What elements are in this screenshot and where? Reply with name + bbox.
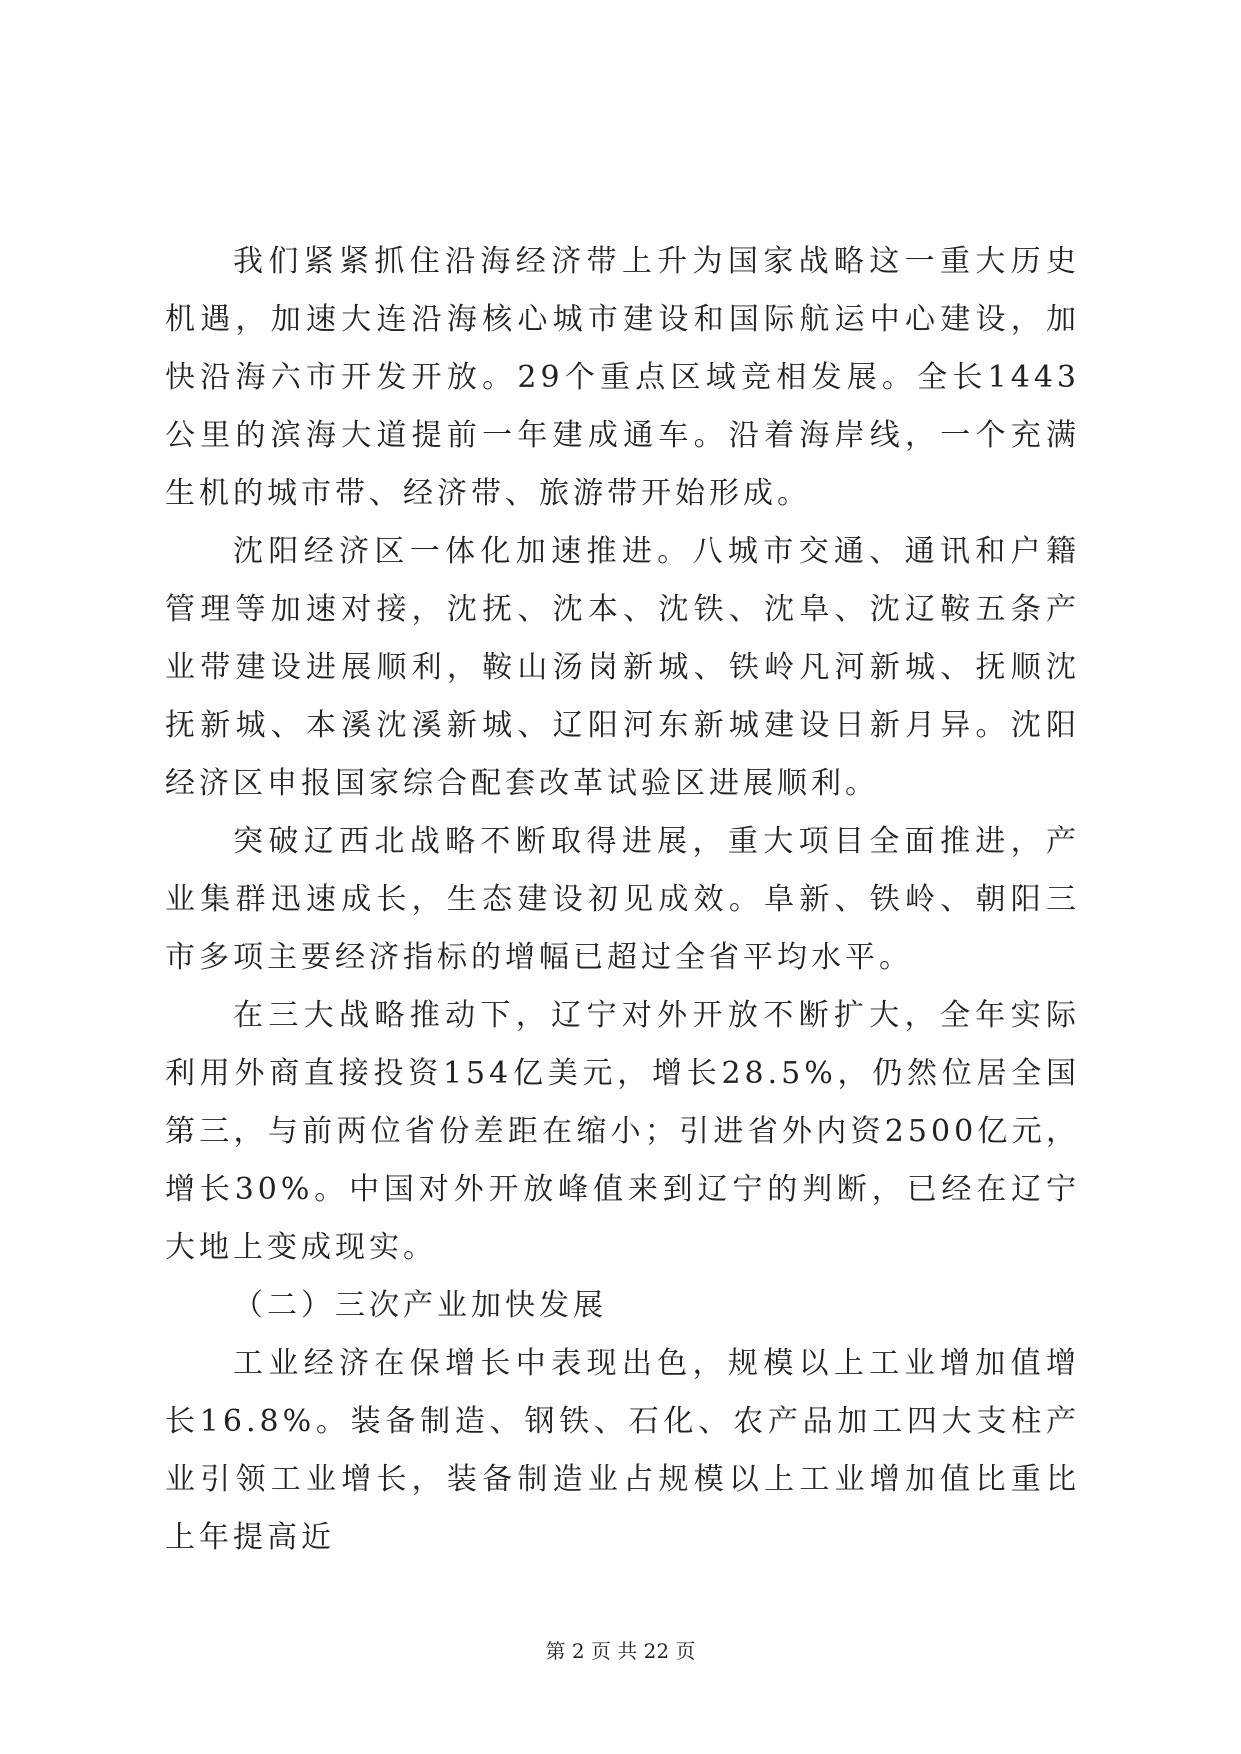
document-body: [165, 233, 1080, 1567]
paragraph-northwest-strategy: 突破辽西北战略不断取得进展，重大项目全面推进，产业集群迅速成长，生态建设初见成效。阜新、铁岭、朝阳三市多项主要经济指标的增幅已超过全省平均水平。: [165, 824, 1080, 975]
paragraph-coastal-strategy: 我们紧紧抓住沿海经济带上升为国家战略这一重大历史机遇，加速大连沿海核心城市建设和国际航运中心建设，加快沿海六市开发开放。29个重点区域竞相发展。全长1443公里的滨海大道提前一年建成通车。沿着海岸线，一个充满生机的城市带、经济带、旅游带开始形成。: [165, 244, 1080, 511]
paragraph-opening-up: 在三大战略推动下，辽宁对外开放不断扩大，全年实际利用外商直接投资154亿美元，增长28.5%，仍然位居全国第三，与前两位省份差距在缩小；引进省外内资2500亿元，增长30%。中国对外开放峰值来到辽宁的判断，已经在辽宁大地上变成现实。: [165, 998, 1080, 1265]
section-subheading: （二）三次产业加快发展: [233, 1288, 607, 1323]
paragraph-shenyang-economic-zone: 沈阳经济区一体化加速推进。八城市交通、通讯和户籍管理等加速对接，沈抚、沈本、沈铁、沈阜、沈辽鞍五条产业带建设进展顺利，鞍山汤岗新城、铁岭凡河新城、抚顺沈抚新城、本溪沈溪新城、辽阳河东新城建设日新月异。沈阳经济区申报国家综合配套改革试验区进展顺利。: [165, 534, 1080, 801]
page-number-footer: 第 2 页 共 22 页: [545, 1639, 696, 1663]
paragraph-industrial-economy: 工业经济在保增长中表现出色，规模以上工业增加值增长16.8%。装备制造、钢铁、石化、农产品加工四大支柱产业引领工业增长，装备制造业占规模以上工业增加值比重比上年提高近: [165, 1346, 1080, 1555]
